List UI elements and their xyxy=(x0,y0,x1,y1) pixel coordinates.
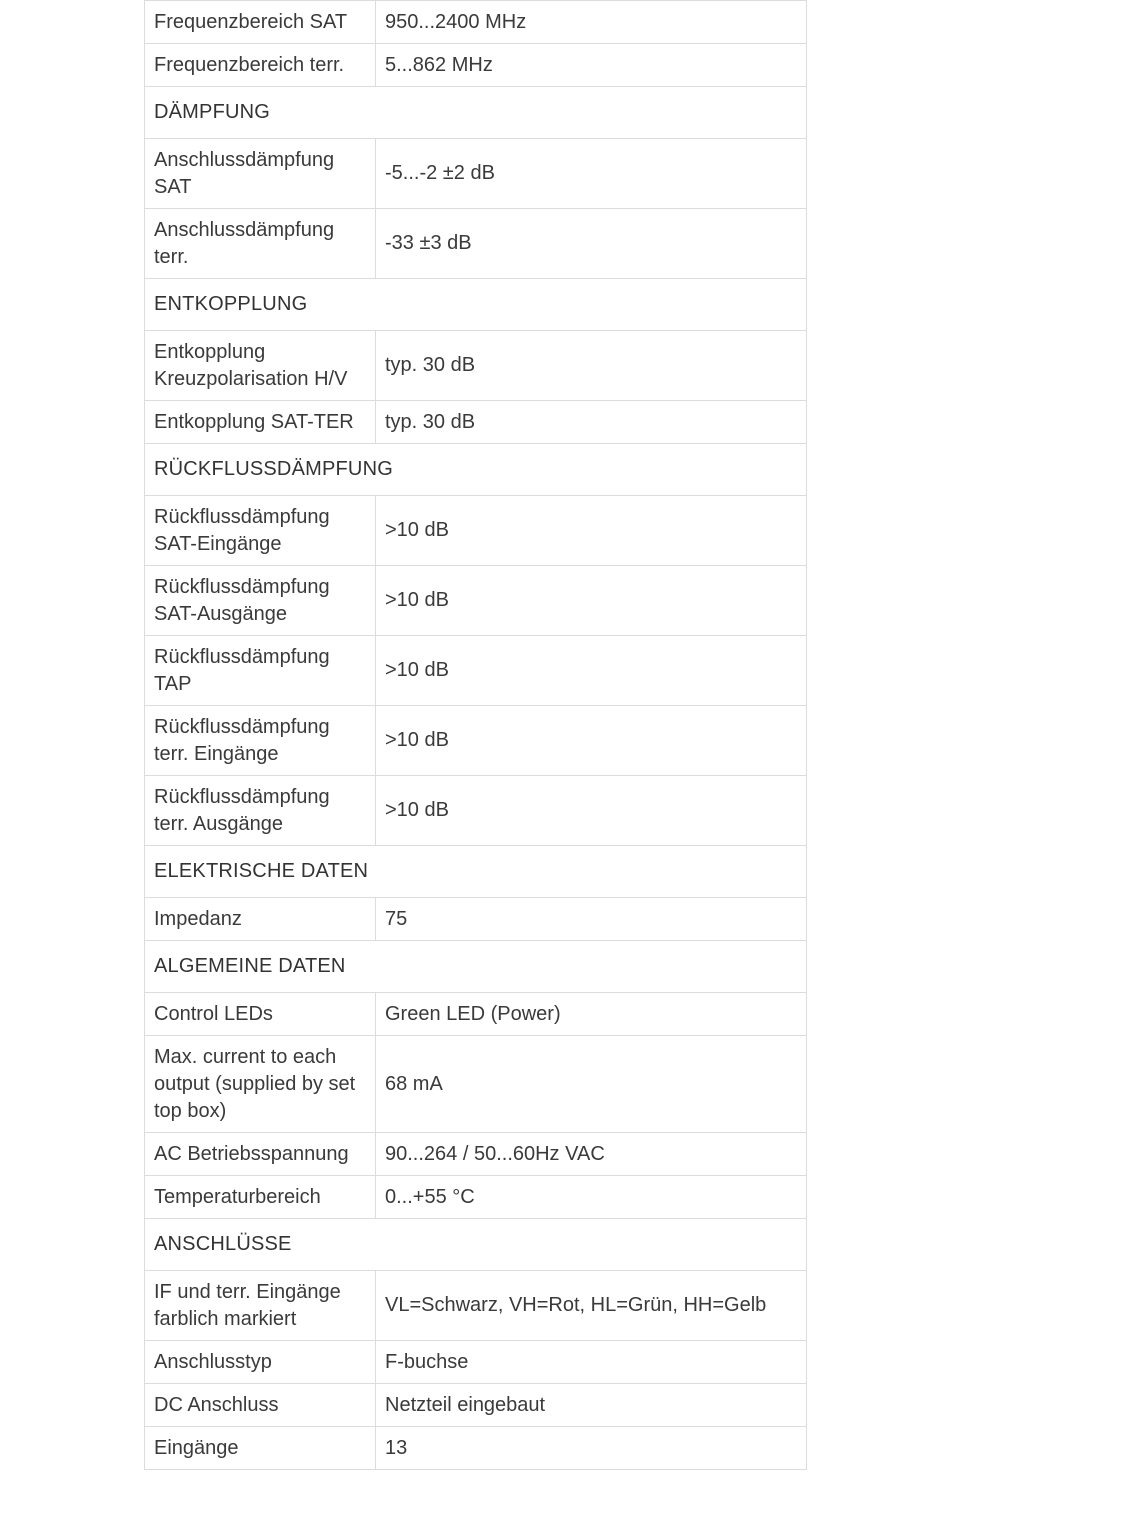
spec-table-body xyxy=(145,1,807,1470)
spec-label: Control LEDs xyxy=(145,993,376,1036)
spec-label: Frequenzbereich terr. xyxy=(145,44,376,87)
spec-row-entkopplung-sat-ter xyxy=(145,401,807,444)
spec-row-rueckflussdaempfung-sat-eingaenge xyxy=(145,496,807,566)
spec-label: Anschlussdämpfung terr. xyxy=(145,209,376,279)
spec-row-eingaenge xyxy=(145,1427,807,1470)
spec-label: Eingänge xyxy=(145,1427,376,1470)
spec-row-temperaturbereich xyxy=(145,1176,807,1219)
spec-label: Rückflussdämpfung SAT-Ausgänge xyxy=(145,566,376,636)
spec-value: >10 dB xyxy=(376,776,807,846)
spec-label: DC Anschluss xyxy=(145,1384,376,1427)
spec-value: -5...-2 ±2 dB xyxy=(376,139,807,209)
spec-label: Entkopplung SAT-TER xyxy=(145,401,376,444)
spec-row-dc-anschluss xyxy=(145,1384,807,1427)
spec-label: Impedanz xyxy=(145,898,376,941)
spec-value: 75 xyxy=(376,898,807,941)
spec-label: Max. current to each output (supplied by set top box) xyxy=(145,1036,376,1133)
spec-value: -33 ±3 dB xyxy=(376,209,807,279)
spec-value: 0...+55 °C xyxy=(376,1176,807,1219)
spec-value: Netzteil eingebaut xyxy=(376,1384,807,1427)
spec-row-anschlussdaempfung-sat xyxy=(145,139,807,209)
spec-row-ac-betriebsspannung xyxy=(145,1133,807,1176)
section-title: ENTKOPPLUNG xyxy=(145,279,807,331)
spec-label: Rückflussdämpfung terr. Ausgänge xyxy=(145,776,376,846)
spec-row-anschlussdaempfung-terr xyxy=(145,209,807,279)
spec-row-anschlusstyp xyxy=(145,1341,807,1384)
section-header-anschluesse xyxy=(145,1219,807,1271)
section-header-entkopplung xyxy=(145,279,807,331)
spec-label: IF und terr. Eingänge farblich markiert xyxy=(145,1271,376,1341)
section-title: ELEKTRISCHE DATEN xyxy=(145,846,807,898)
section-title: ANSCHLÜSSE xyxy=(145,1219,807,1271)
spec-value: 13 xyxy=(376,1427,807,1470)
spec-value: F-buchse xyxy=(376,1341,807,1384)
spec-row-rueckflussdaempfung-sat-ausgaenge xyxy=(145,566,807,636)
spec-row-max-current-to-each-output-supplied-by-set-top-box xyxy=(145,1036,807,1133)
spec-value: Green LED (Power) xyxy=(376,993,807,1036)
spec-label: Rückflussdämpfung TAP xyxy=(145,636,376,706)
section-header-daempfung xyxy=(145,87,807,139)
section-title: DÄMPFUNG xyxy=(145,87,807,139)
spec-value: 68 mA xyxy=(376,1036,807,1133)
spec-row-entkopplung-kreuzpolarisation-h-v xyxy=(145,331,807,401)
spec-value: >10 dB xyxy=(376,496,807,566)
spec-row-if-und-terr-eingaenge-farblich-markiert xyxy=(145,1271,807,1341)
spec-label: Entkopplung Kreuzpolarisation H/V xyxy=(145,331,376,401)
spec-label: Rückflussdämpfung SAT-Eingänge xyxy=(145,496,376,566)
spec-row-frequenzbereich-sat xyxy=(145,1,807,44)
spec-row-impedanz xyxy=(145,898,807,941)
section-title: ALGEMEINE DATEN xyxy=(145,941,807,993)
spec-label: Anschlussdämpfung SAT xyxy=(145,139,376,209)
spec-value: 950...2400 MHz xyxy=(376,1,807,44)
section-header-rueckflussdaempfung xyxy=(145,444,807,496)
section-header-algemeine-daten xyxy=(145,941,807,993)
spec-label: Frequenzbereich SAT xyxy=(145,1,376,44)
spec-value: typ. 30 dB xyxy=(376,331,807,401)
spec-label: Anschlusstyp xyxy=(145,1341,376,1384)
spec-label: Rückflussdämpfung terr. Eingänge xyxy=(145,706,376,776)
spec-row-rueckflussdaempfung-terr-eingaenge xyxy=(145,706,807,776)
spec-row-rueckflussdaempfung-tap xyxy=(145,636,807,706)
section-header-elektrische-daten xyxy=(145,846,807,898)
spec-value: typ. 30 dB xyxy=(376,401,807,444)
spec-value: >10 dB xyxy=(376,566,807,636)
spec-label: AC Betriebsspannung xyxy=(145,1133,376,1176)
section-title: RÜCKFLUSSDÄMPFUNG xyxy=(145,444,807,496)
spec-table xyxy=(144,0,807,1470)
spec-row-frequenzbereich-terr xyxy=(145,44,807,87)
spec-value: >10 dB xyxy=(376,636,807,706)
spec-label: Temperaturbereich xyxy=(145,1176,376,1219)
spec-value: >10 dB xyxy=(376,706,807,776)
spec-row-rueckflussdaempfung-terr-ausgaenge xyxy=(145,776,807,846)
spec-value: VL=Schwarz, VH=Rot, HL=Grün, HH=Gelb xyxy=(376,1271,807,1341)
spec-value: 90...264 / 50...60Hz VAC xyxy=(376,1133,807,1176)
spec-value: 5...862 MHz xyxy=(376,44,807,87)
spec-row-control-leds xyxy=(145,993,807,1036)
